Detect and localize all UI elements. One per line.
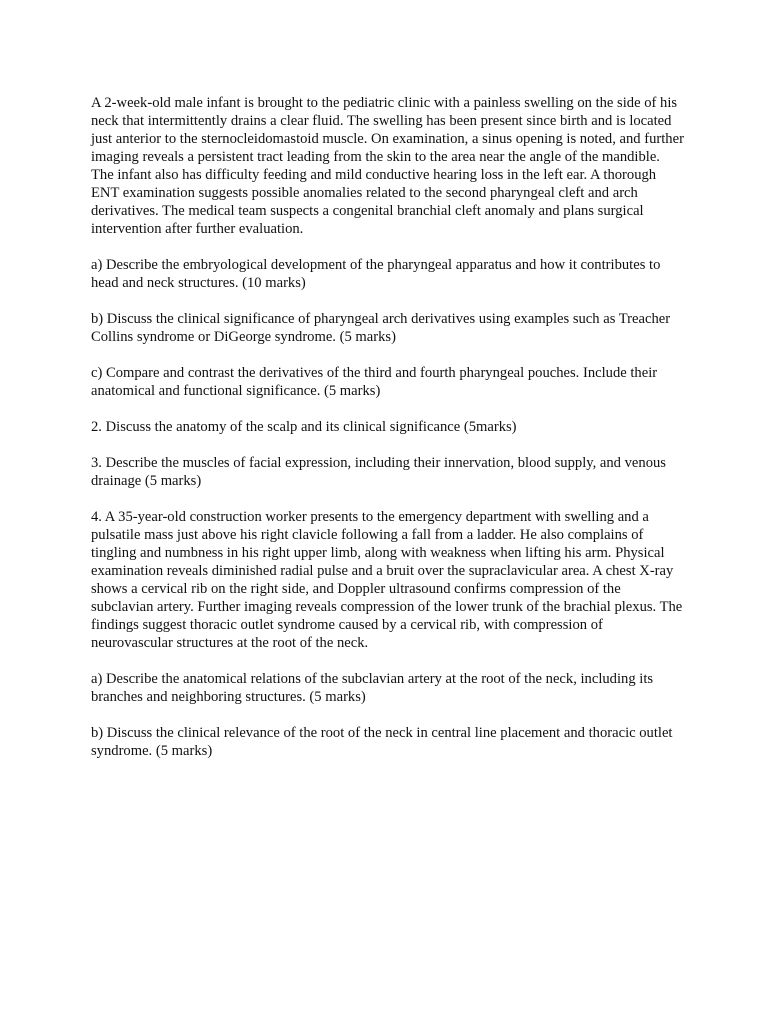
case-4-paragraph: 4. A 35-year-old construction worker presents to the emergency department with swelling and a pulsatile mass just above his right clavicle following a fall from a ladder. He also complains of tingling and numbness in his right upper limb, along with weakness when lifting his arm. Physical examination reveals diminished radial pulse and a bruit over the supraclavicular area. A chest X-ray shows a cervical rib on the right side, and Doppler ultrasound confirms compression of the subclavian artery. Further imaging reveals compression of the lower trunk of the brachial plexus. The findings suggest thoracic outlet syndrome caused by a cervical rib, with compression of neurovascular structures at the root of the neck. xyxy=(91,509,683,651)
question-4a: a) Describe the anatomical relations of the subclavian artery at the root of the neck, including its branches and neighboring structures. (5 marks) xyxy=(91,671,654,705)
question-3: 3. Describe the muscles of facial expression, including their innervation, blood supply, and venous drainage (5 marks) xyxy=(91,455,666,489)
case-1-paragraph: A 2-week-old male infant is brought to the pediatric clinic with a painless swelling on the side of his neck that intermittently drains a clear fluid. The swelling has been present since birth and is located just anterior to the sternocleidomastoid muscle. On examination, a sinus opening is noted, and further imaging reveals a persistent tract leading from the skin to the area near the angle of the mandible. The infant also has difficulty feeding and mild conductive hearing loss in the left ear. A thorough ENT examination suggests possible anomalies related to the second pharyngeal cleft and arch derivatives. The medical team suspects a congenital branchial cleft anomaly and plans surgical intervention after further evaluation. xyxy=(91,95,684,237)
question-2: 2. Discuss the anatomy of the scalp and its clinical significance (5marks) xyxy=(91,419,517,435)
question-1a: a) Describe the embryological development of the pharyngeal apparatus and how it contributes to head and neck structures. (10 marks) xyxy=(91,257,661,291)
question-1c: c) Compare and contrast the derivatives of the third and fourth pharyngeal pouches. Include their anatomical and functional significance. (5 marks) xyxy=(91,365,658,399)
question-1b: b) Discuss the clinical significance of pharyngeal arch derivatives using examples such as Treacher Collins syndrome or DiGeorge syndrome. (5 marks) xyxy=(91,311,671,345)
question-4b: b) Discuss the clinical relevance of the root of the neck in central line placement and thoracic outlet syndrome. (5 marks) xyxy=(91,725,673,759)
document-body xyxy=(91,94,685,778)
